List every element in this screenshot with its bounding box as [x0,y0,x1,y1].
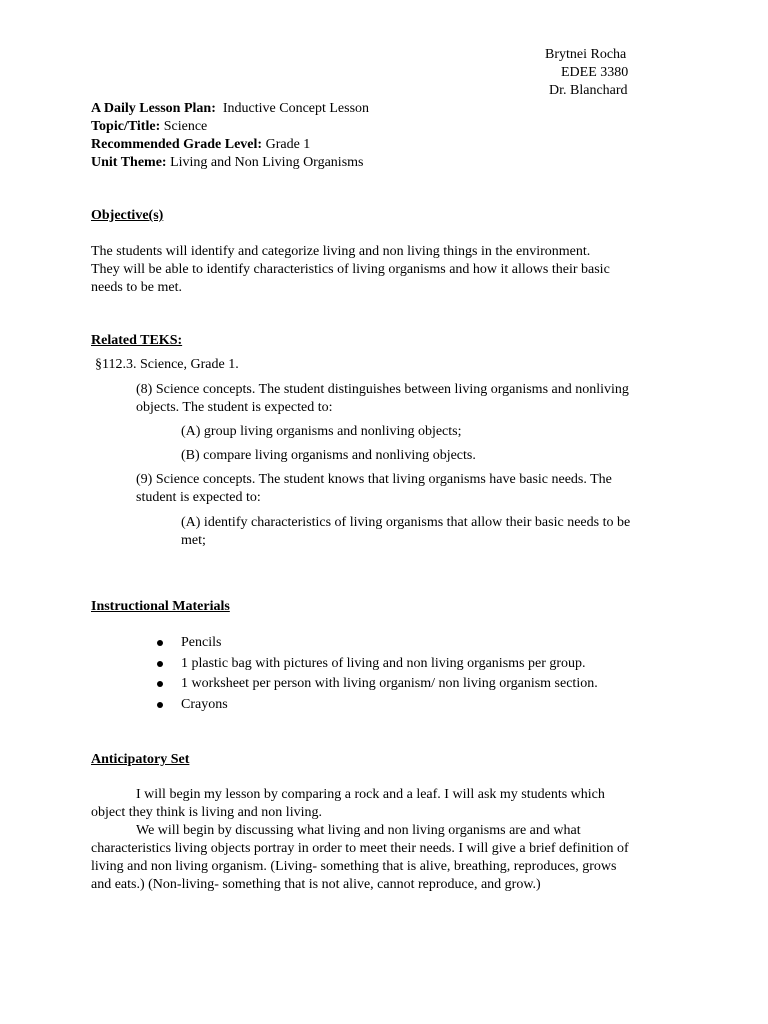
objective-line: They will be able to identify characteristics of living organisms and how it allows their basic [91,262,610,277]
materials-list [157,634,598,716]
topic-label: Topic/Title: [91,119,161,134]
unit-line [91,154,363,172]
instructor-name: Dr. Blanchard [549,83,628,98]
objective-line: needs to be met. [91,280,182,295]
plan-value: Inductive Concept Lesson [222,101,370,116]
bullet-icon [157,640,163,646]
plan-label: A Daily Lesson Plan: [91,101,216,116]
teks-item-8-line: (8) Science concepts. The student distinguishes between living organisms and nonliving [136,382,629,397]
teks-item-8-b: (B) compare living organisms and nonliving objects. [181,448,476,463]
list-item [157,634,598,655]
teks-heading: Related TEKS: [91,333,183,348]
grade-value: Grade 1 [265,137,311,152]
teks-item-9-a-line: met; [181,533,206,548]
teks-section: §112.3. Science, Grade 1. [95,357,239,372]
objective-line: The students will identify and categorize living and non living things in the environment. [91,244,591,259]
list-item [157,655,598,676]
teks-item-9-a-line: (A) identify characteristics of living organisms that allow their basic needs to be [181,515,631,530]
anticipatory-line: characteristics living objects portray in order to meet their needs. I will give a brief definition of [91,841,629,856]
teks-item-8-line: objects. The student is expected to: [136,400,333,415]
topic-line [91,118,207,136]
teks-item-9-line: student is expected to: [136,490,261,505]
unit-label: Unit Theme: [91,155,167,170]
anticipatory-line: living and non living organism. (Living- something that is alive, breathing, reproduces, grows [91,859,617,874]
objectives-heading: Objective(s) [91,208,164,223]
bullet-icon [157,702,163,708]
materials-heading: Instructional Materials [91,599,230,614]
list-item [157,675,598,696]
grade-label: Recommended Grade Level: [91,137,263,152]
material-text: 1 worksheet per person with living organism/ non living organism section. [181,676,598,691]
list-item [157,696,598,717]
material-text: Crayons [181,696,228,712]
course-code: EDEE 3380 [561,65,629,80]
teks-item-8-a: (A) group living organisms and nonliving objects; [181,424,462,439]
material-text: Pencils [181,635,222,650]
grade-line [91,136,310,154]
author-name: Brytnei Rocha [545,47,627,62]
anticipatory-line: object they think is living and non living. [91,805,322,820]
topic-value: Science [163,119,208,134]
material-text: 1 plastic bag with pictures of living and non living organisms per group. [181,655,586,671]
anticipatory-line: and eats.) (Non-living- something that is not alive, cannot reproduce, and grow.) [91,877,541,892]
teks-item-9-line: (9) Science concepts. The student knows that living organisms have basic needs. The [136,472,612,487]
bullet-icon [157,661,163,667]
anticipatory-line: We will begin by discussing what living and non living organisms are and what [136,823,581,838]
unit-value: Living and Non Living Organisms [170,155,364,170]
bullet-icon [157,681,163,687]
anticipatory-heading: Anticipatory Set [91,752,190,767]
plan-line [91,100,369,118]
anticipatory-line: I will begin my lesson by comparing a rock and a leaf. I will ask my students which [136,787,605,802]
